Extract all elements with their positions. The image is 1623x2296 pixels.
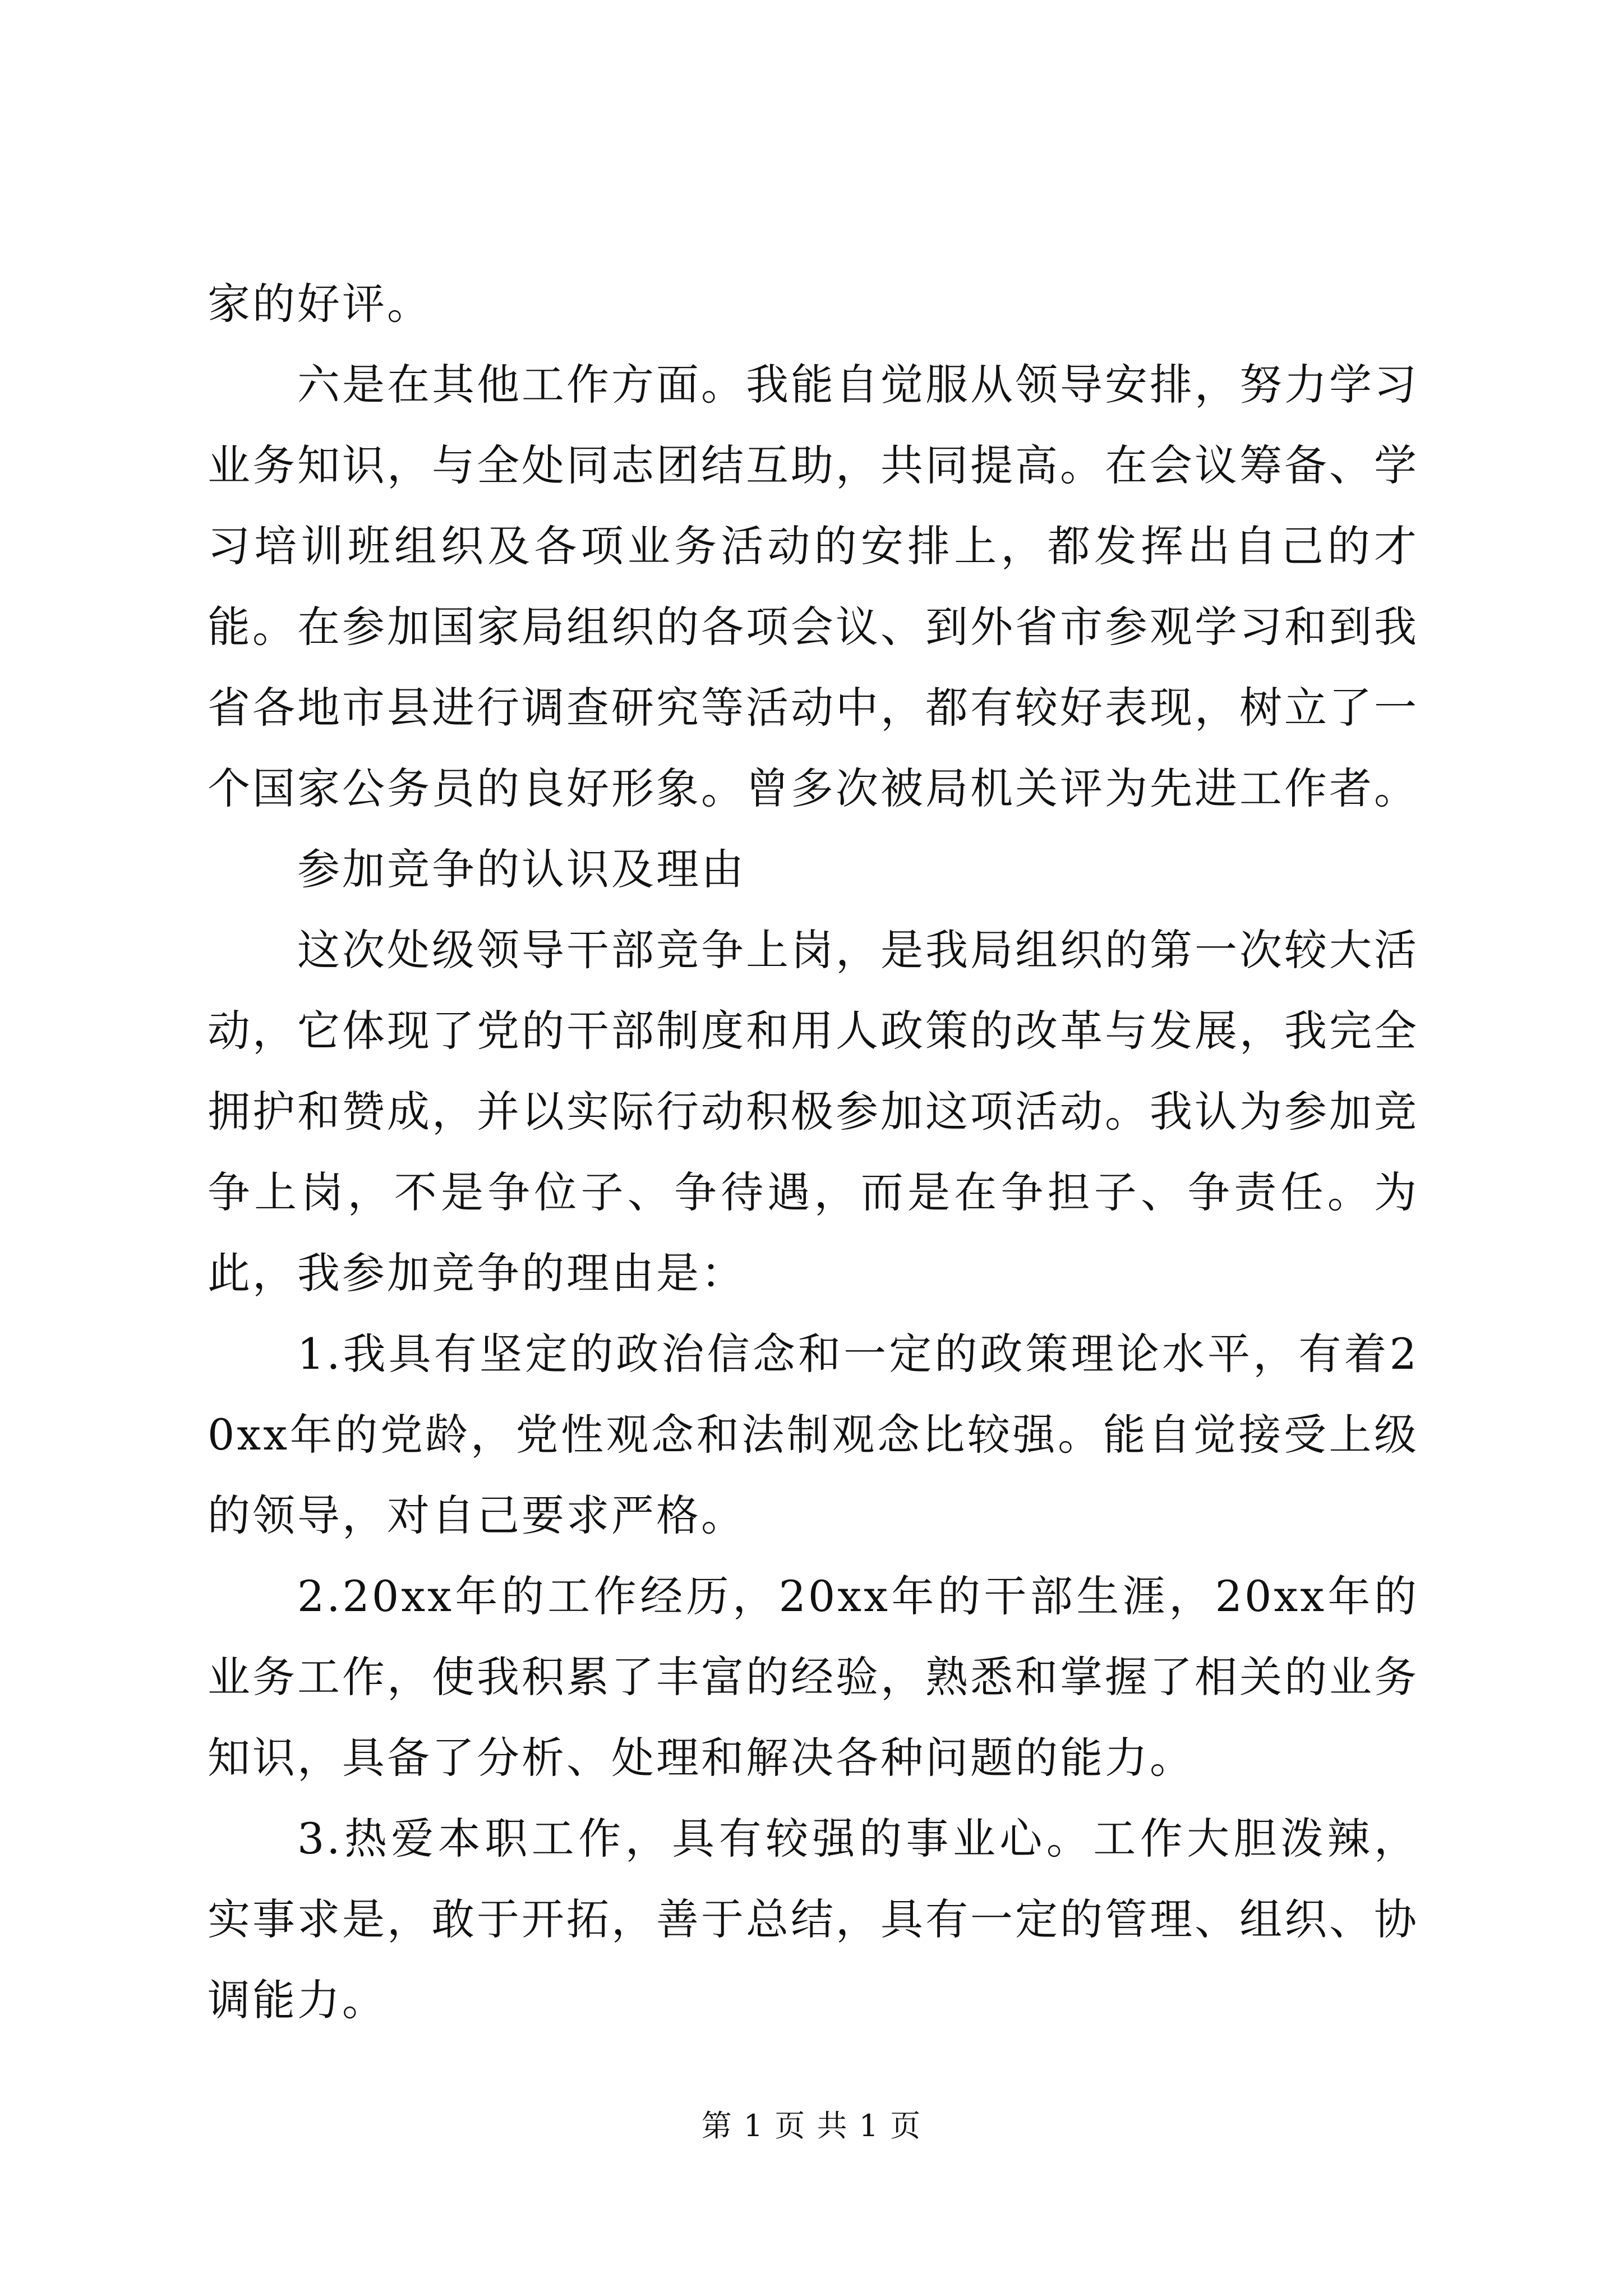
paragraph-competition-intro: 这次处级领导干部竞争上岗，是我局组织的第一次较大活动，它体现了党的干部制度和用人政策的改革与发展，我完全拥护和赞成，并以实际行动积极参加这项活动。我认为参加竞争上岗，不是争位子、争待遇，而是在争担子、争责任。为此，我参加竞争的理由是： — [208, 925, 1419, 1298]
paragraph-reason-1: 1.我具有坚定的政治信念和一定的政策理论水平，有着20xx年的党龄，党性观念和法制观念比较强。能自觉接受上级的领导，对自己要求严格。 — [208, 1329, 1419, 1540]
paragraph-reason-2: 2.20xx年的工作经历，20xx年的干部生涯，20xx年的业务工作，使我积累了丰富的经验，熟悉和掌握了相关的业务知识，具备了分析、处理和解决各种问题的能力。 — [208, 1571, 1419, 1783]
page-footer: 第 1 页 共 1 页 — [701, 2108, 922, 2143]
paragraph-other-work: 六是在其他工作方面。我能自觉服从领导安排，努力学习业务知识，与全处同志团结互助，共同提高。在会议筹备、学习培训班组织及各项业务活动的安排上，都发挥出自己的才能。在参加国家局组织的各项会议、到外省市参观学习和到我省各地市县进行调查研究等活动中，都有较好表现，树立了一个国家公务员的良好形象。曾多次被局机关评为先进工作者。 — [208, 360, 1419, 813]
section-heading-competition-reasons: 参加竞争的认识及理由 — [297, 844, 746, 894]
paragraph-reason-3: 3.热爱本职工作，具有较强的事业心。工作大胆泼辣，实事求是，敢于开拓，善于总结，具有一定的管理、组织、协调能力。 — [208, 1814, 1419, 2025]
paragraph-continuation: 家的好评。 — [208, 279, 432, 329]
document-body — [208, 264, 1419, 2041]
